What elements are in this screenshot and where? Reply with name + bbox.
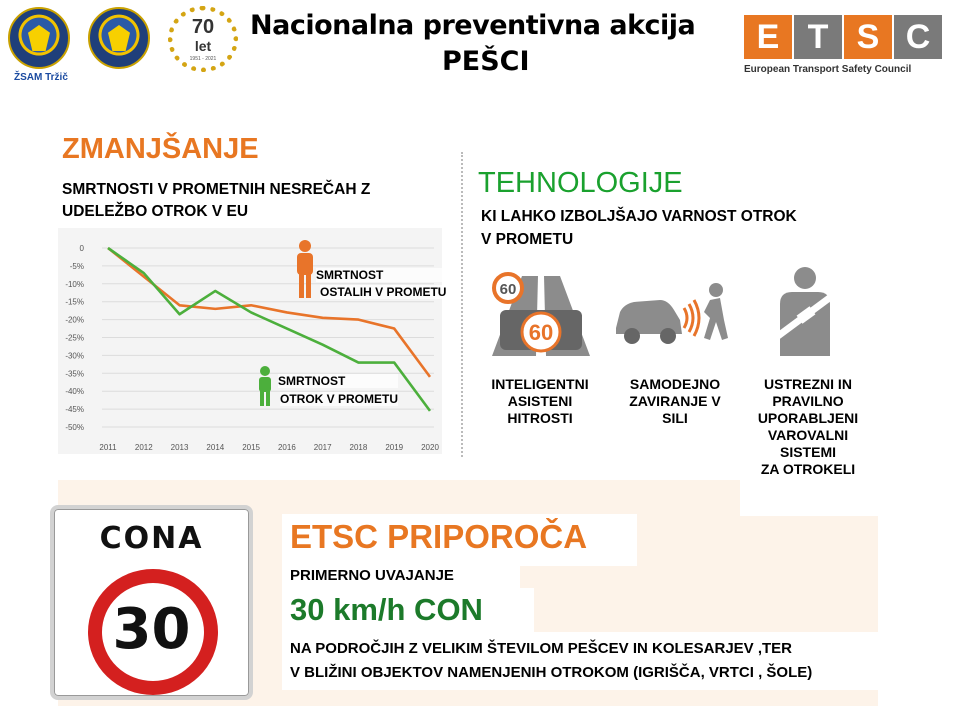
x-tick-label: 2011: [99, 443, 117, 452]
anniversary-word: let: [194, 38, 212, 54]
legend-children: [278, 374, 398, 406]
club-emblem-1: [8, 7, 70, 69]
y-tick-label: -40%: [65, 387, 84, 397]
child-seatbelt-icon: [770, 266, 840, 356]
sign-top-text: CONA: [99, 521, 204, 556]
y-tick-label: -50%: [65, 423, 84, 432]
y-tick-label: -5%: [69, 261, 84, 271]
auto-braking-icon: [612, 282, 732, 354]
y-tick-label: 0: [79, 244, 84, 253]
right-subheading-1: KI LAHKO IZBOLJŠAJO VARNOST OTROK: [481, 208, 797, 225]
child-person-icon: [257, 366, 273, 406]
tech-caption-line: UPORABLJENI: [757, 410, 859, 426]
adult-person-icon: [294, 240, 316, 298]
x-tick-label: 2012: [134, 443, 153, 452]
legend-others: [316, 268, 446, 299]
anniversary-badge: [168, 6, 238, 72]
x-tick-label: 2018: [349, 443, 368, 452]
page-title: Nacionalna preventivna akcija: [250, 10, 696, 41]
right-heading: TEHNOLOGIJE: [478, 167, 683, 199]
tech-caption-line: SISTEMI: [779, 444, 836, 460]
x-tick-label: 2020: [421, 443, 439, 452]
speed-sign-value: 60: [499, 281, 517, 298]
etsc-caption: European Transport Safety Council: [744, 64, 912, 75]
tech-caption-line: HITROSTI: [507, 410, 573, 426]
x-tick-label: 2014: [206, 443, 225, 452]
tech-caption-line: ZAVIRANJE V: [629, 393, 721, 409]
tech-caption-line: SAMODEJNO: [629, 376, 721, 392]
legend-others-line1: SMRTNOST: [316, 268, 446, 282]
recommend-detail-2: V BLIŽINI OBJEKTOV NAMENJENIH OTROKOM (IGRIŠČA, VRTCI , ŠOLE): [290, 664, 813, 681]
etsc-letter-c: C: [894, 15, 942, 59]
y-tick-label: -35%: [65, 369, 84, 379]
sign-number: 30: [112, 597, 191, 662]
anniversary-number: 70: [191, 16, 215, 38]
right-subheading-2: V PROMETU: [481, 231, 574, 248]
page-subtitle: PEŠCI: [442, 46, 530, 77]
tech-caption-auto-braking: [616, 376, 734, 427]
left-subheading-1: SMRTNOSTI V PROMETNIH NESREČAH Z: [62, 181, 371, 198]
recommend-zones: 30 km/h CON: [290, 592, 483, 627]
recommend-intro: PRIMERNO UVAJANJE: [290, 567, 454, 584]
legend-others-line2: OSTALIH V PROMETU: [320, 285, 447, 299]
legend-children-line2: OTROK V PROMETU: [280, 392, 399, 406]
club-caption: ŽSAM Tržič: [14, 72, 68, 83]
fatality-chart: [58, 228, 442, 454]
tech-caption-seatbelt: [742, 376, 874, 478]
tech-caption-line: VAROVALNI: [767, 427, 849, 443]
anniversary-years: 1951 - 2021: [189, 56, 217, 62]
etsc-letter-t: T: [794, 15, 842, 59]
x-tick-label: 2016: [277, 443, 296, 452]
recommend-detail-1: NA PODROČJIH Z VELIKIM ŠTEVILOM PEŠCEV IN KOLESARJEV ,TER: [290, 640, 793, 657]
zone-30-sign: [50, 505, 253, 700]
x-tick-label: 2015: [242, 443, 261, 452]
recommend-heading: ETSC PRIPOROČA: [290, 518, 588, 555]
tech-caption-line: INTELIGENTNI: [491, 376, 589, 392]
tech-caption-line: ASISTENI: [507, 393, 573, 409]
y-tick-label: -15%: [65, 297, 84, 307]
y-tick-label: -25%: [65, 333, 84, 343]
speed-assist-icon: [482, 266, 600, 358]
left-heading: ZMANJŠANJE: [62, 133, 259, 165]
x-tick-label: 2017: [313, 443, 332, 452]
x-tick-label: 2013: [170, 443, 189, 452]
legend-children-line1: SMRTNOST: [278, 374, 398, 388]
club-emblem-2: [88, 7, 150, 69]
tech-caption-line: ZA OTROKELI: [760, 461, 856, 477]
dash-speed-value: 60: [528, 320, 554, 345]
left-subheading-2: UDELEŽBO OTROK V EU: [62, 203, 249, 220]
etsc-letter-s: S: [844, 15, 892, 59]
tech-caption-line: PRAVILNO: [772, 393, 844, 409]
section-divider: [461, 152, 463, 457]
tech-caption-line: USTREZNI IN: [764, 376, 852, 392]
x-tick-label: 2019: [385, 443, 404, 452]
y-tick-label: -30%: [65, 351, 84, 361]
y-tick-label: -10%: [65, 279, 84, 289]
tech-caption-speed-assist: [488, 376, 592, 427]
tech-caption-line: SILI: [662, 410, 688, 426]
etsc-logo: [744, 15, 946, 85]
y-tick-label: -20%: [65, 315, 84, 325]
y-tick-label: -45%: [65, 405, 84, 415]
etsc-letter-e: E: [744, 15, 792, 59]
